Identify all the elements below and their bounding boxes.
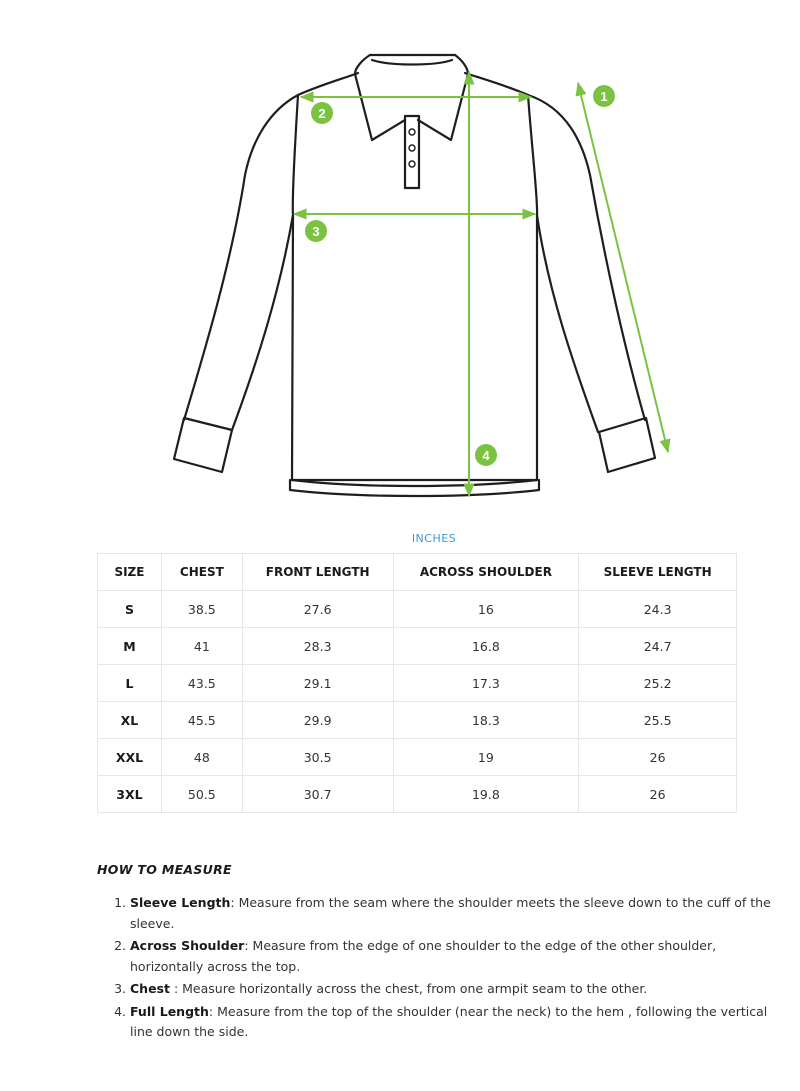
across-shoulder-cell: 16.8 bbox=[393, 628, 579, 665]
front-length-cell: 30.7 bbox=[242, 776, 393, 813]
item-term: Full Length bbox=[130, 1003, 209, 1019]
front-length-cell: 27.6 bbox=[242, 591, 393, 628]
chest-cell: 48 bbox=[161, 739, 242, 776]
across-shoulder-cell: 19 bbox=[393, 739, 579, 776]
across-shoulder-cell: 19.8 bbox=[393, 776, 579, 813]
sleeve-length-cell: 24.3 bbox=[579, 591, 737, 628]
table-row bbox=[98, 665, 737, 702]
chest-cell: 41 bbox=[161, 628, 242, 665]
table-row bbox=[98, 591, 737, 628]
front-length-cell: 29.9 bbox=[242, 702, 393, 739]
number-markers bbox=[305, 85, 615, 466]
across-shoulder-cell: 18.3 bbox=[393, 702, 579, 739]
front-length-cell: 29.1 bbox=[242, 665, 393, 702]
header-sleeve-length: SLEEVE LENGTH bbox=[579, 554, 737, 591]
item-text: Measure horizontally across the chest, from one armpit seam to the other. bbox=[178, 981, 648, 996]
sleeve-length-arrow bbox=[578, 83, 668, 452]
list-item bbox=[130, 893, 780, 934]
shirt-outline bbox=[174, 55, 655, 496]
front-length-cell: 30.5 bbox=[242, 739, 393, 776]
how-to-measure-list bbox=[97, 893, 780, 1045]
sleeve-length-cell: 25.2 bbox=[579, 665, 737, 702]
list-item bbox=[130, 936, 780, 977]
item-term: Chest bbox=[130, 981, 170, 996]
chest-cell: 45.5 bbox=[161, 702, 242, 739]
item-separator: : bbox=[230, 895, 235, 910]
marker-2-label: 2 bbox=[318, 106, 326, 121]
shirt-measurement-diagram bbox=[0, 0, 800, 520]
size-cell: 3XL bbox=[98, 776, 162, 813]
item-separator: : bbox=[244, 938, 249, 953]
header-across-shoulder: ACROSS SHOULDER bbox=[393, 554, 579, 591]
how-to-measure-title: HOW TO MEASURE bbox=[97, 862, 232, 877]
header-chest: CHEST bbox=[161, 554, 242, 591]
table-row bbox=[98, 776, 737, 813]
sleeve-length-cell: 25.5 bbox=[579, 702, 737, 739]
table-row bbox=[98, 628, 737, 665]
item-text: Measure from the seam where the shoulder meets the sleeve down to the cuff of the sleeve. bbox=[130, 895, 771, 931]
header-size: SIZE bbox=[98, 554, 162, 591]
chest-cell: 38.5 bbox=[161, 591, 242, 628]
marker-3-label: 3 bbox=[312, 224, 320, 239]
size-chart-table bbox=[97, 553, 737, 813]
item-separator: : bbox=[169, 981, 179, 996]
sleeve-length-cell: 26 bbox=[579, 739, 737, 776]
size-cell: L bbox=[98, 665, 162, 702]
unit-label: INCHES bbox=[411, 532, 457, 545]
table-header-row bbox=[98, 554, 737, 591]
item-separator: : bbox=[208, 1003, 214, 1019]
sleeve-length-cell: 26 bbox=[579, 776, 737, 813]
table-row bbox=[98, 739, 737, 776]
marker-4-label: 4 bbox=[482, 448, 490, 463]
item-term: Across Shoulder bbox=[130, 938, 245, 953]
list-item bbox=[130, 979, 780, 1000]
size-cell: XXL bbox=[98, 739, 162, 776]
chest-cell: 50.5 bbox=[161, 776, 242, 813]
marker-1-label: 1 bbox=[600, 89, 608, 104]
sleeve-length-cell: 24.7 bbox=[579, 628, 737, 665]
item-text: Measure from the top of the shoulder (near the neck) to the hem , following the vertical line down the side. bbox=[130, 1003, 768, 1039]
header-front-length: FRONT LENGTH bbox=[242, 554, 393, 591]
front-length-cell: 28.3 bbox=[242, 628, 393, 665]
size-cell: S bbox=[98, 591, 162, 628]
table-row bbox=[98, 702, 737, 739]
item-term: Sleeve Length bbox=[130, 895, 231, 910]
list-item bbox=[130, 1002, 780, 1043]
size-cell: XL bbox=[98, 702, 162, 739]
across-shoulder-cell: 16 bbox=[393, 591, 579, 628]
item-text: Measure from the edge of one shoulder to the edge of the other shoulder, horizontally across the top. bbox=[130, 938, 717, 974]
size-cell: M bbox=[98, 628, 162, 665]
chest-cell: 43.5 bbox=[161, 665, 242, 702]
across-shoulder-cell: 17.3 bbox=[393, 665, 579, 702]
